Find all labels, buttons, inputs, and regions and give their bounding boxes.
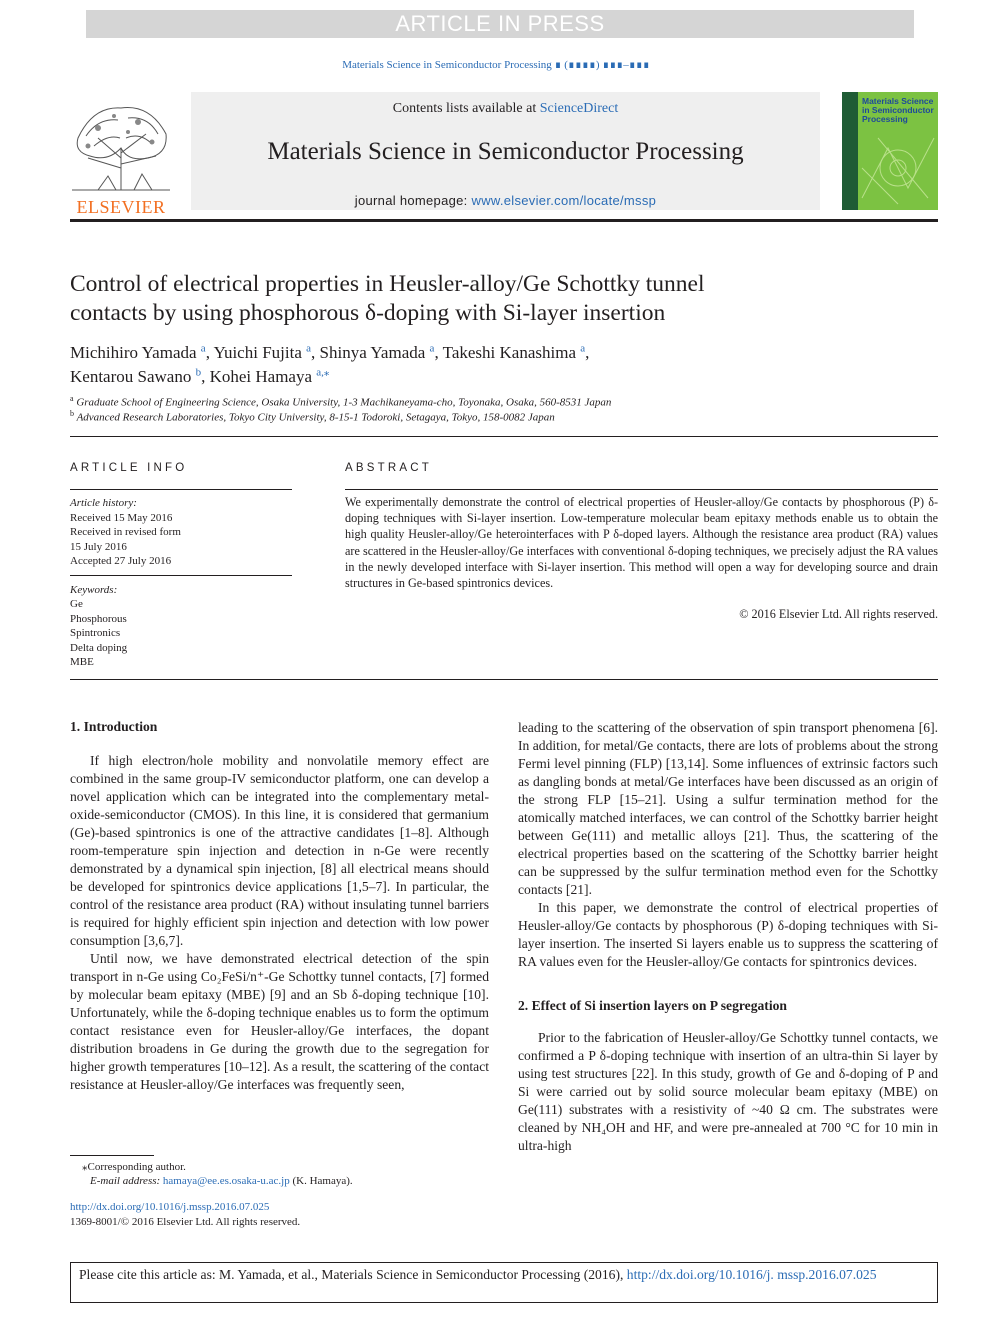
history-revised-date: 15 July 2016 [70,540,127,553]
running-head[interactable]: Materials Science in Semiconductor Processing ∎ (∎∎∎∎) ∎∎∎–∎∎∎ [342,59,650,71]
article-title [70,270,930,328]
abstract-rule [345,489,938,490]
author-name[interactable]: Kentarou Sawano [70,367,196,386]
section-2-paragraph-1: Prior to the fabrication of Heusler-alloy/Ge Schottky tunnel contacts, we confirmed a P δ-doping technique with insertion of an ultra-thin Si layer by using test structures [22]. In this study, growth of Ge and δ-doping of P and Si were carried out by solid source molecular beam epitaxy (MBE) on Ge(111) substrates with a resistivity of ~40 Ω cm. The substrates were cleaned by NH₄OH and HF, and were pre-annealed at 700 °C for 10 min in ultra-high [518,1030,938,1153]
keywords-label: Keywords: [70,583,118,596]
abstract-text: We experimentally demonstrate the control of electrical properties of Heusler-alloy/Ge contacts by phosphorous (P) δ-doping techniques with Si-layer insertion. Low-temperature molecular beam epitaxy methods enable us to obtain the high quality Heusler-alloy/Ge heterointerfaces with P δ-doped layers. Although the resistance area product (RA) values are scattered in the Heusler-alloy/Ge interfaces with conventional δ-doping techniques, we precisely adjust the RA values in the newly developed interface with Si-layer insertion. This method will open a way for developing source and drain structures in Ge-based spintronics devices. [345,495,938,591]
authors-line-1 [70,341,930,365]
cover-pattern-icon [858,128,938,208]
homepage-prefix: journal homepage: [354,193,472,208]
author-name[interactable]: Michihiro Yamada [70,343,201,362]
history-label: Article history: [70,497,137,509]
email-owner: (K. Hamaya). [289,1175,353,1187]
publisher-name: ELSEVIER [76,197,166,217]
authors-rule [70,436,938,437]
affiliation-b [70,409,555,424]
title-line-1: Control of electrical properties in Heusler-alloy/Ge Schottky tunnel [70,271,705,297]
keyword-item: MBE [70,656,94,668]
author-affiliation-mark[interactable]: b [195,366,202,379]
citation-doi-link-cont[interactable]: mssp.2016.07.025 [777,1267,877,1282]
author-separator: , [585,343,590,362]
article-info-heading: ARTICLE INFO [70,462,188,474]
abstract-bottom-rule [70,679,938,680]
header-rule [70,219,938,222]
keywords-rule [70,575,292,576]
homepage-link[interactable]: www.elsevier.com/locate/mssp [471,193,657,208]
issn-line: 1369-8001/© 2016 Elsevier Ltd. All rights reserved. [70,1216,301,1228]
corresponding-author-note: ⁎Corresponding author. [82,1161,186,1173]
doi-link[interactable]: http://dx.doi.org/10.1016/j.mssp.2016.07.025 [70,1201,270,1213]
author-separator: , [311,343,320,362]
abstract-heading: ABSTRACT [345,462,432,474]
contents-line [191,101,820,117]
elsevier-logo[interactable] [68,98,174,217]
history-received: Received 15 May 2016 [70,511,173,524]
abstract-copyright: © 2016 Elsevier Ltd. All rights reserved. [739,607,938,621]
title-line-2: contacts by using phosphorous δ-doping with Si-layer insertion [70,300,666,326]
author-separator: , [434,343,443,362]
journal-cover-image[interactable] [842,92,938,210]
sciencedirect-link[interactable]: ScienceDirect [539,101,619,116]
author-affiliation-mark[interactable]: a [306,342,312,355]
author-name[interactable]: Kohei Hamaya [209,367,317,386]
history-accepted: Accepted 27 July 2016 [70,555,172,567]
keyword-item: Delta doping [70,641,128,654]
email-label: E-mail address: [90,1175,163,1187]
email-link[interactable]: hamaya@ee.es.osaka-u.ac.jp [162,1175,290,1187]
author-list [70,341,930,389]
journal-homepage [191,193,820,208]
author-name[interactable]: Yuichi Fujita [213,343,307,362]
journal-title[interactable]: Materials Science in Semiconductor Processing [267,138,744,165]
intro-paragraph-2: Until now, we have demonstrated electrical detection of the spin transport in n-Ge using Co₂FeSi/n⁺-Ge Schottky tunnel contacts, [7] formed by molecular beam epitaxy (MBE) [9] and an Sb δ-doping technique [10]. Unfortunately, while the δ-doping technique enables us to form the optimum contact resistance even for Heusler-alloy/Ge interfaces, the dopant distribution broadens in Ge during the growth due to the segregation for higher growth temperatures [10–12]. As a result, the scattering of the contact resistance at Heusler-alloy/Ge interfaces was frequently seen, [70,951,489,1092]
cover-strip [842,92,858,210]
article-info [70,496,292,670]
intro-paragraph-2-cont: leading to the scattering of the observation of spin transport phenomena [6]. In addition, for metal/Ge contacts, there are lots of problems about the strong Fermi level pinning (FLP) [13,14]. Some influences of extrinsic factors such as dangling bonds at metal/Ge interfaces have been discussed as an origin of the strong FLP [15–21]. Using a sulfur termination method for the atomically matched interfaces, we can control of the Schottky barrier height between Ge(111) and metallic alloys [21]. Thus, the scattering of the electrical properties based on the scattering of the Schottky barrier height can be suppressed by the sulfur termination method even for the Schottky contacts [21]. [518,720,938,897]
affil-a-label: a [70,394,74,403]
authors-line-2 [70,365,930,389]
article-in-press-banner: ARTICLE IN PRESS [86,10,914,38]
email-note [90,1175,353,1187]
contents-prefix: Contents lists available at [392,101,540,116]
intro-paragraph-3: In this paper, we demonstrate the control of electrical properties of Heusler-alloy/Ge contacts by phosphorous (P) δ-doping techniques with Si-layer insertion. The inserted Si layers enable us to suppress the scattering of RA values even for the Heusler-alloy/Ge contacts for spintronics devices. [518,900,938,969]
body-column-right [518,719,938,1155]
body-column-left [70,752,489,1094]
intro-paragraph-1: If high electron/hole mobility and nonvolatile memory effect are combined in the same group-IV semiconductor platform, one can develop a novel application which can be integrated into the complementary metal-oxide-semiconductor (CMOS). In this line, it is considered that germanium (Ge)-based spintronics is one of the attractive candidates [1–8]. Although room-temperature spin injection and detection in n-Ge were recently demonstrated by a dynamical spin injection, [8] all electrical means should be developed for spintronics device applications [1,5–7]. In particular, the control of the resistance area product (RA) without insulating tunnel barriers is required for highly efficient spin injection and detection with low power consumption [3,6,7]. [70,753,489,948]
author-affiliation-mark[interactable]: a [429,342,435,355]
affil-a-text: Graduate School of Engineering Science, Osaka University, 1-3 Machikaneyama-cho, Toyonaka, Osaka, 560-8531 Japan [76,396,612,409]
citation-box [70,1262,938,1303]
cover-title: Materials Science in Semiconductor Processing [862,96,934,124]
keyword-item: Ge [70,598,83,610]
citation-text: Please cite this article as: M. Yamada, et al., Materials Science in Semiconductor Processing (2016), [79,1267,627,1282]
author-affiliation-mark[interactable]: a [580,342,586,355]
author-separator: , [201,367,210,386]
author-name[interactable]: Takeshi Kanashima [442,343,581,362]
history-revised-label: Received in revised form [70,526,181,538]
citation-doi-link[interactable]: http://dx.doi.org/10.1016/j. [626,1267,774,1282]
keyword-item: Spintronics [70,627,121,639]
keyword-item: Phosphorous [70,612,127,625]
affil-b-label: b [70,409,74,418]
author-affiliation-mark[interactable]: a [200,342,206,355]
footnote-rule [70,1155,154,1156]
section-2-heading: 2. Effect of Si insertion layers on P segregation [518,998,787,1013]
affiliation-a [70,394,611,409]
affil-b-text: Advanced Research Laboratories, Tokyo City University, 8-15-1 Todoroki, Setagaya, Tokyo, 158-0082 Japan [76,411,555,424]
elsevier-tree-icon [68,98,174,194]
section-1-heading: 1. Introduction [70,719,158,734]
article-info-rule [70,489,292,490]
author-name[interactable]: Shinya Yamada [319,343,430,362]
author-affiliation-mark[interactable]: a,⁎ [316,366,330,379]
author-separator: , [205,343,214,362]
